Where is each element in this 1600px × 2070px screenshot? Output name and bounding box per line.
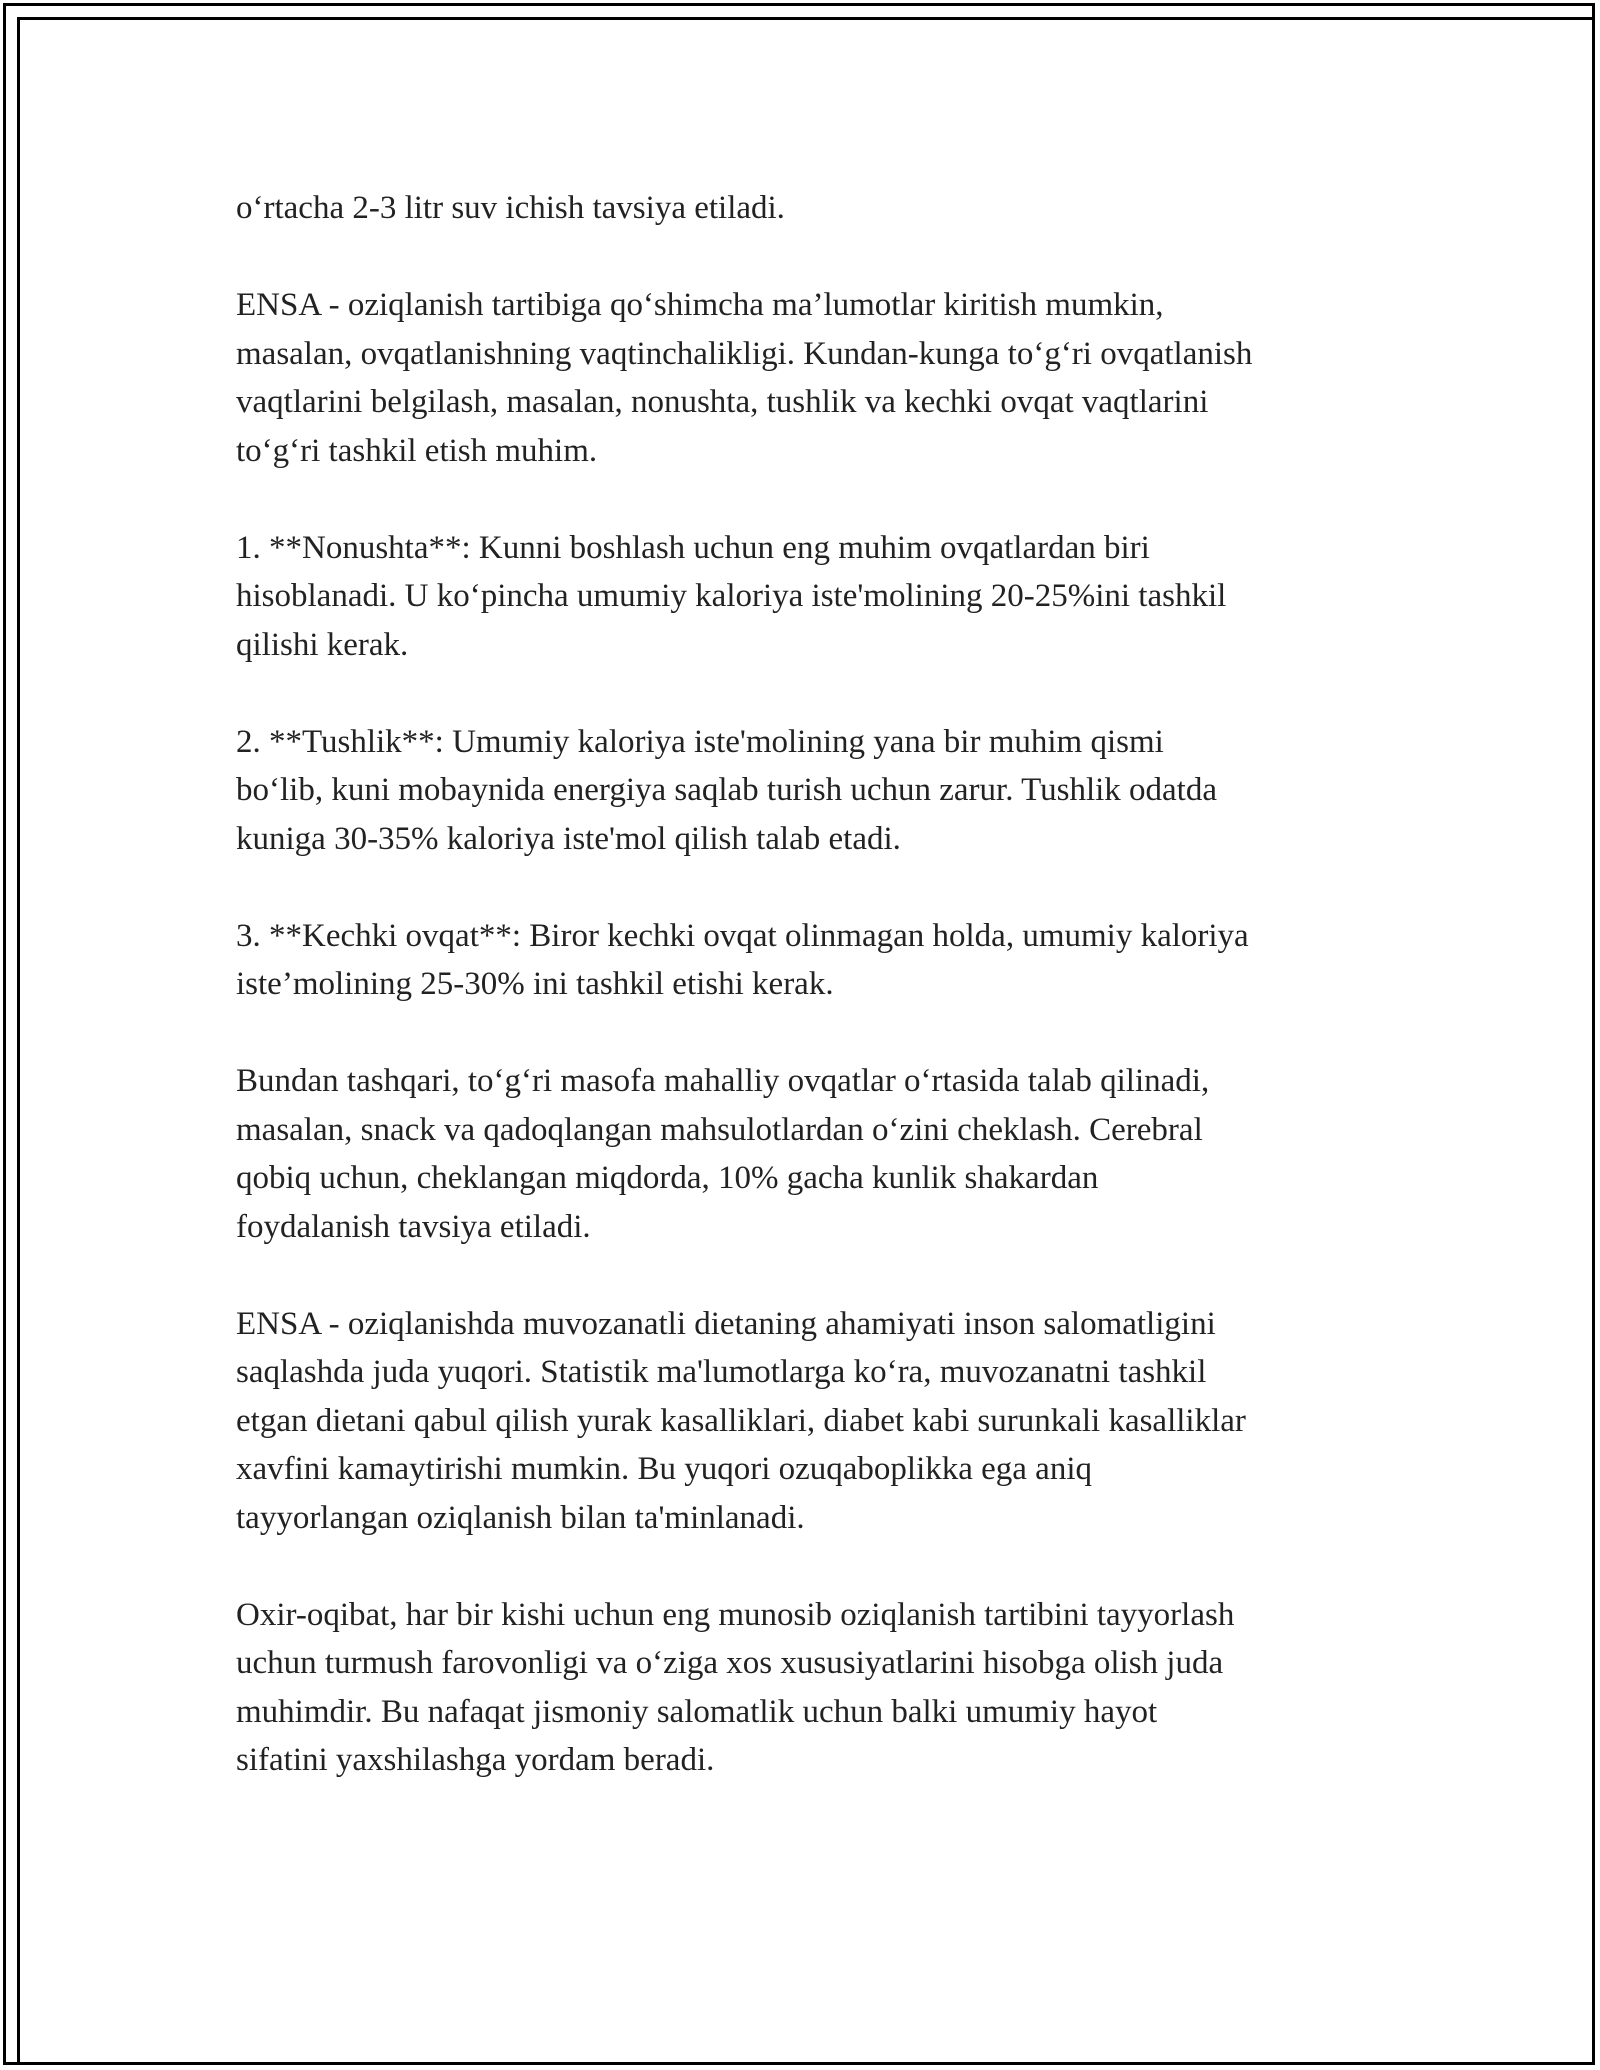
paragraph-balanced-diet: ENSA - oziqlanishda muvozanatli dietaning ahamiyati inson salomatligini saqlashda juda yuqori. Statistik ma'lumotlarga ko‘ra, muvozanatni tashkil etgan dietani qabul qilish yurak kasalliklari, diabet kabi surunkali kasalliklar xavfini kamaytirishi mumkin. Bu yuqori ozuqaboplikka ega aniq tayyorlangan oziqlanish bilan ta'minlanadi. xyxy=(236,1305,1246,1536)
paragraph-conclusion: Oxir-oqibat, har bir kishi uchun eng munosib oziqlanish tartibini tayyorlash uchun turmush farovonligi va o‘ziga xos xususiyatlarini hisobga olish juda muhimdir. Bu nafaqat jismoniy salomatlik uchun balki umumiy hayot sifatini yaxshilashga yordam beradi. xyxy=(236,1596,1235,1778)
paragraph-meal-timing: ENSA - oziqlanish tartibiga qo‘shimcha ma’lumotlar kiritish mumkin, masalan, ovqatlanishning vaqtinchalikligi. Kundan-kunga to‘g‘ri ovqatlanish vaqtlarini belgilash, masalan, nonushta, tushlik va kechki ovqat vaqtlarini to‘g‘ri tashkil etish muhim. xyxy=(236,287,1253,469)
paragraph-dinner: 3. **Kechki ovqat**: Biror kechki ovqat olinmagan holda, umumiy kaloriya iste’molining 25-30% ini tashkil etishi kerak. xyxy=(236,917,1249,1002)
paragraph-breakfast: 1. **Nonushta**: Kunni boshlash uchun eng muhim ovqatlardan biri hisoblanadi. U ko‘pincha umumiy kaloriya iste'molining 20-25%ini tashkil qilishi kerak. xyxy=(236,529,1227,663)
paragraph-lunch: 2. **Tushlik**: Umumiy kaloriya iste'molining yana bir muhim qismi bo‘lib, kuni mobaynida energiya saqlab turish uchun zarur. Tushlik odatda kuniga 30-35% kaloriya iste'mol qilish talab etadi. xyxy=(236,723,1217,857)
document-body xyxy=(236,184,1386,1833)
paragraph-water-intake: o‘rtacha 2-3 litr suv ichish tavsiya etiladi. xyxy=(236,190,785,226)
paragraph-snacks-sugar: Bundan tashqari, to‘g‘ri masofa mahalliy ovqatlar o‘rtasida talab qilinadi, masalan, snack va qadoqlangan mahsulotlardan o‘zini cheklash. Cerebral qobiq uchun, cheklangan miqdorda, 10% gacha kunlik shakardan foydalanish tavsiya etiladi. xyxy=(236,1063,1210,1245)
